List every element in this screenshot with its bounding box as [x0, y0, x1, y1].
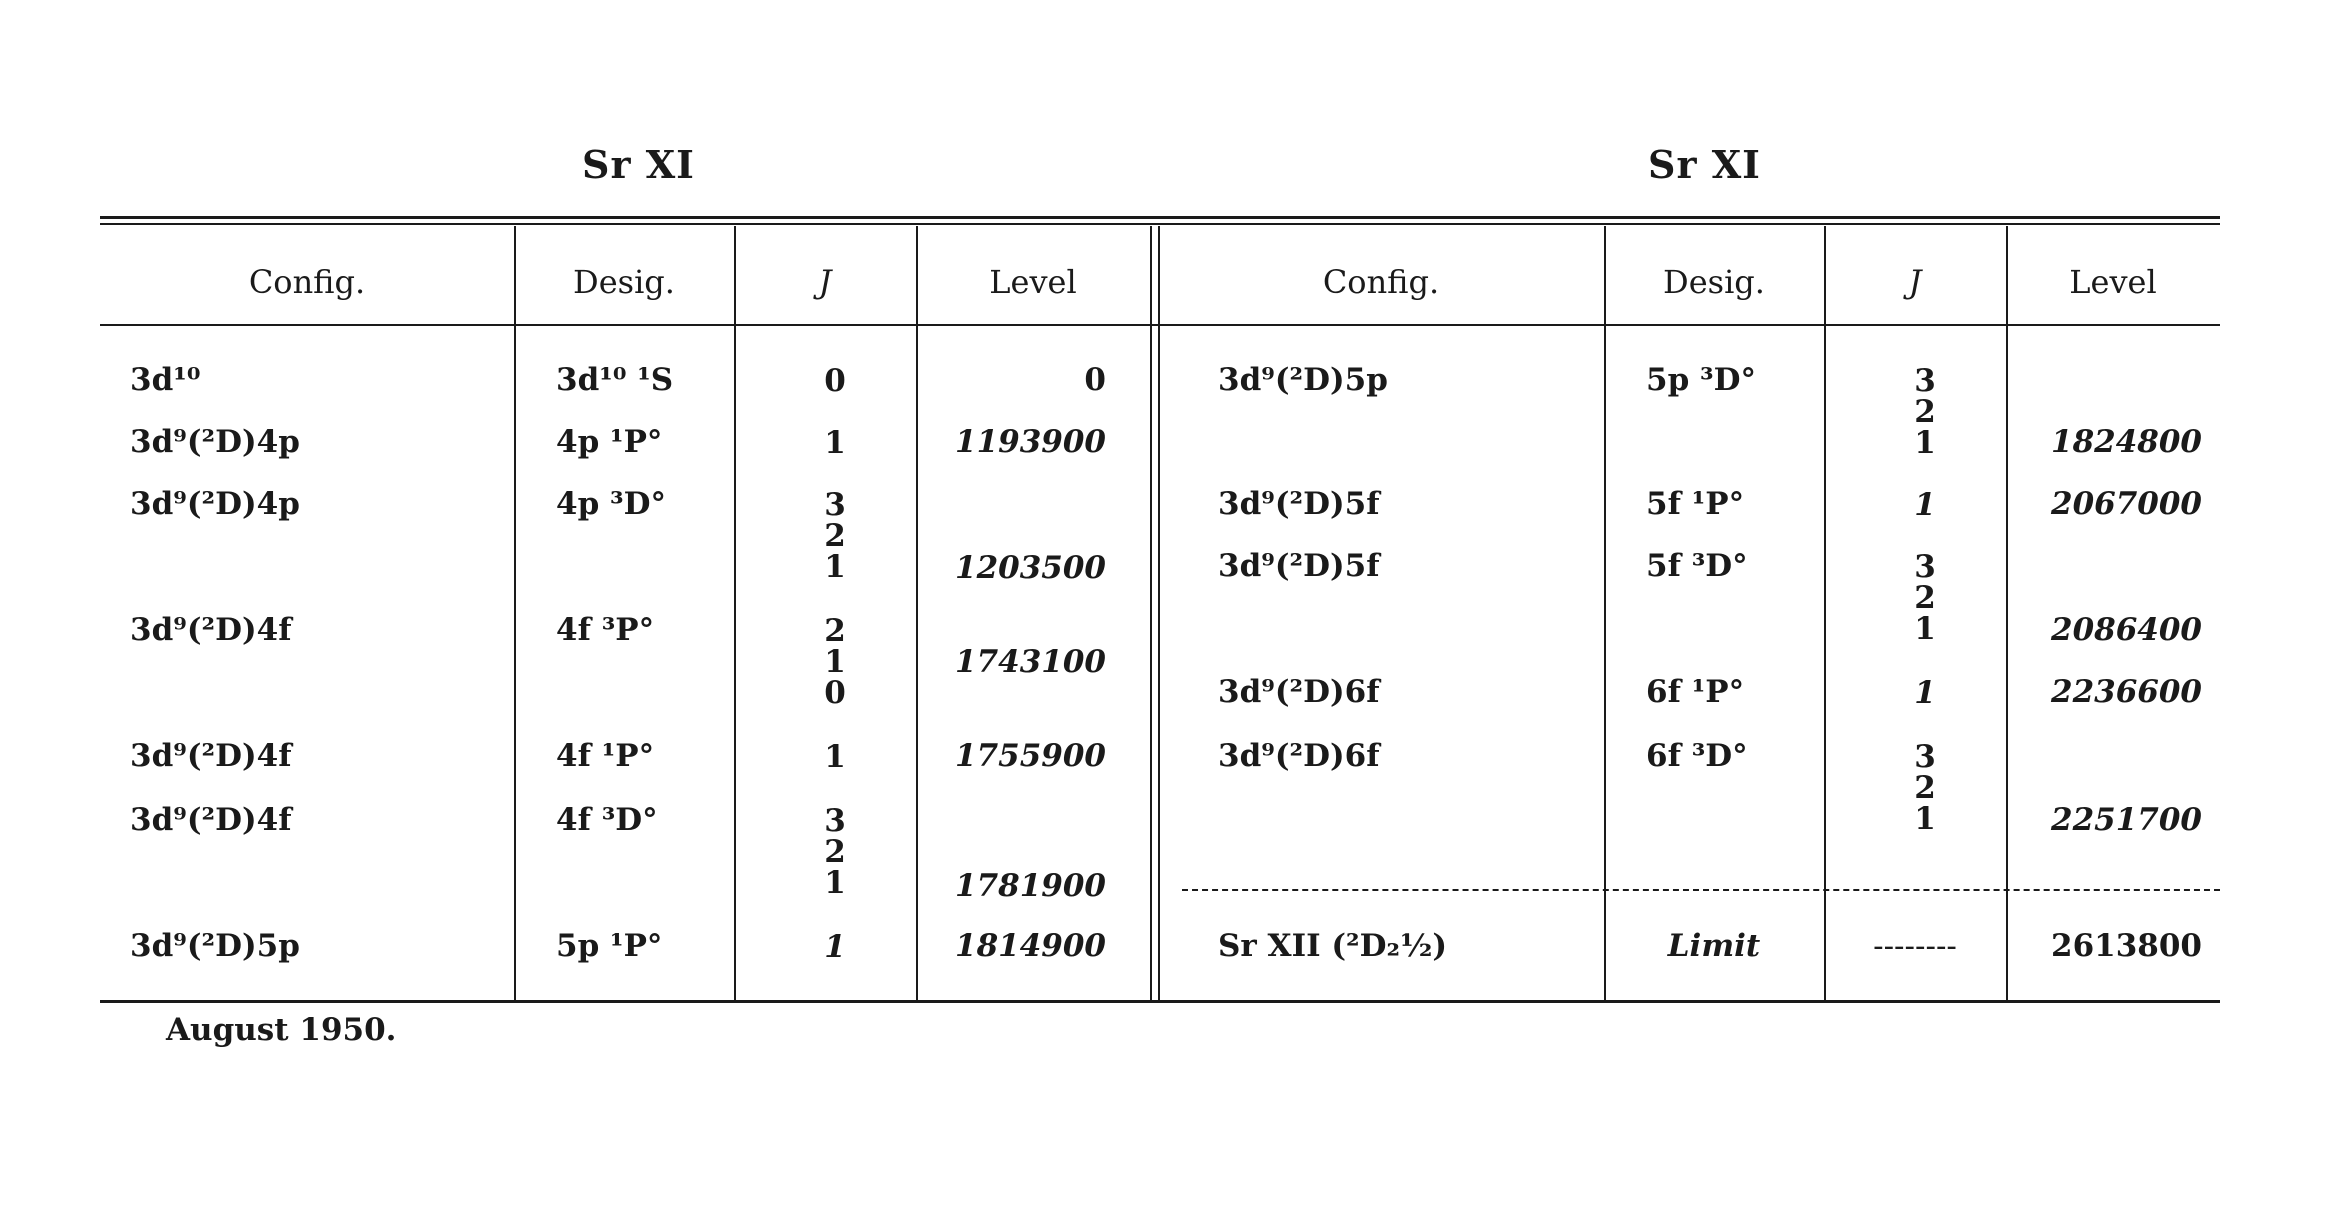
center-divider — [1158, 226, 1160, 1002]
table-row-level: 0 — [1084, 362, 1106, 398]
table-row-j: 1 — [1914, 487, 1936, 523]
limit-row-j: -------- — [1873, 928, 1957, 964]
table-row-config: 3d⁹(²D)5f — [1218, 486, 1380, 522]
table-row-desig: 3d¹⁰ ¹S — [556, 362, 674, 398]
header-config: Config. — [1322, 263, 1440, 301]
table-row-desig: 4f ¹P° — [556, 738, 655, 774]
table-row-level: 1814900 — [955, 928, 1106, 964]
table-row-desig: 4f ³P° — [556, 612, 655, 648]
table-row-desig: 4p ³D° — [556, 486, 666, 522]
table-row-desig: 4f ³D° — [556, 802, 658, 838]
header-j: J — [1908, 263, 1922, 301]
col-divider — [734, 226, 736, 1002]
table-row-desig: 5p ³D° — [1646, 362, 1756, 398]
table-row-j: 3 2 1 — [824, 803, 846, 901]
header-j: J — [818, 263, 832, 301]
center-divider — [1150, 226, 1152, 1002]
table-row-j: 1 — [824, 739, 846, 775]
bottom-rule — [100, 1000, 2220, 1003]
table-row-j: 3 2 1 — [1914, 739, 1936, 837]
header-desig: Desig. — [573, 263, 675, 301]
table-row-config: 3d⁹(²D)4f — [130, 802, 292, 838]
limit-row-config: Sr XII (²D₂½) — [1218, 928, 1448, 964]
table-row-j: 3 2 1 — [1914, 549, 1936, 647]
table-title-left: Sr XI — [582, 142, 695, 187]
header-config: Config. — [248, 263, 366, 301]
table-row-j: 0 — [824, 363, 846, 399]
table-row-level: 1755900 — [955, 738, 1106, 774]
table-row-level: 2236600 — [2051, 674, 2202, 710]
table-row-j: 2 1 0 — [824, 613, 846, 711]
table-row-config: 3d⁹(²D)4p — [130, 424, 300, 460]
table-row-desig: 6f ³D° — [1646, 738, 1748, 774]
col-divider — [514, 226, 516, 1002]
table-row-config: 3d⁹(²D)5f — [1218, 548, 1380, 584]
table-row-level: 2067000 — [2051, 486, 2202, 522]
table-row-desig: 4p ¹P° — [556, 424, 663, 460]
table-title-right: Sr XI — [1648, 142, 1761, 187]
top-rule — [100, 216, 2220, 219]
table-row-j: 3 2 1 — [1914, 363, 1936, 461]
table-row-config: 3d¹⁰ — [130, 362, 201, 398]
energy-level-table — [100, 212, 2220, 1002]
table-row-level: 1203500 — [955, 550, 1106, 586]
table-row-j: 1 — [824, 425, 846, 461]
header-desig: Desig. — [1663, 263, 1765, 301]
table-row-config: 3d⁹(²D)5p — [130, 928, 300, 964]
table-row-level: 2086400 — [2051, 612, 2202, 648]
table-row-config: 3d⁹(²D)6f — [1218, 674, 1380, 710]
col-divider — [1604, 226, 1606, 1002]
table-row-config: 3d⁹(²D)6f — [1218, 738, 1380, 774]
table-row-desig: 5f ³D° — [1646, 548, 1748, 584]
limit-row-level: 2613800 — [2051, 928, 2202, 964]
table-row-desig: 5p ¹P° — [556, 928, 663, 964]
table-row-config: 3d⁹(²D)4f — [130, 612, 292, 648]
table-row-config: 3d⁹(²D)4p — [130, 486, 300, 522]
header-level: Level — [989, 263, 1077, 301]
limit-row-desig: Limit — [1667, 928, 1761, 964]
table-row-config: 3d⁹(²D)4f — [130, 738, 292, 774]
table-row-level: 1781900 — [955, 868, 1106, 904]
limit-separator — [1182, 889, 2220, 891]
header-rule — [100, 324, 2220, 326]
footer-date: August 1950. — [166, 1012, 397, 1048]
table-row-level: 1743100 — [955, 644, 1106, 680]
table-row-desig: 5f ¹P° — [1646, 486, 1745, 522]
table-row-j: 1 — [1914, 675, 1936, 711]
top-rule-inner — [100, 223, 2220, 225]
table-row-level: 1193900 — [955, 424, 1106, 460]
table-row-level: 2251700 — [2051, 802, 2202, 838]
table-row-j: 1 — [824, 929, 846, 965]
table-row-level: 1824800 — [2051, 424, 2202, 460]
table-row-j: 3 2 1 — [824, 487, 846, 585]
col-divider — [1824, 226, 1826, 1002]
header-level: Level — [2069, 263, 2157, 301]
table-row-desig: 6f ¹P° — [1646, 674, 1745, 710]
table-row-config: 3d⁹(²D)5p — [1218, 362, 1388, 398]
